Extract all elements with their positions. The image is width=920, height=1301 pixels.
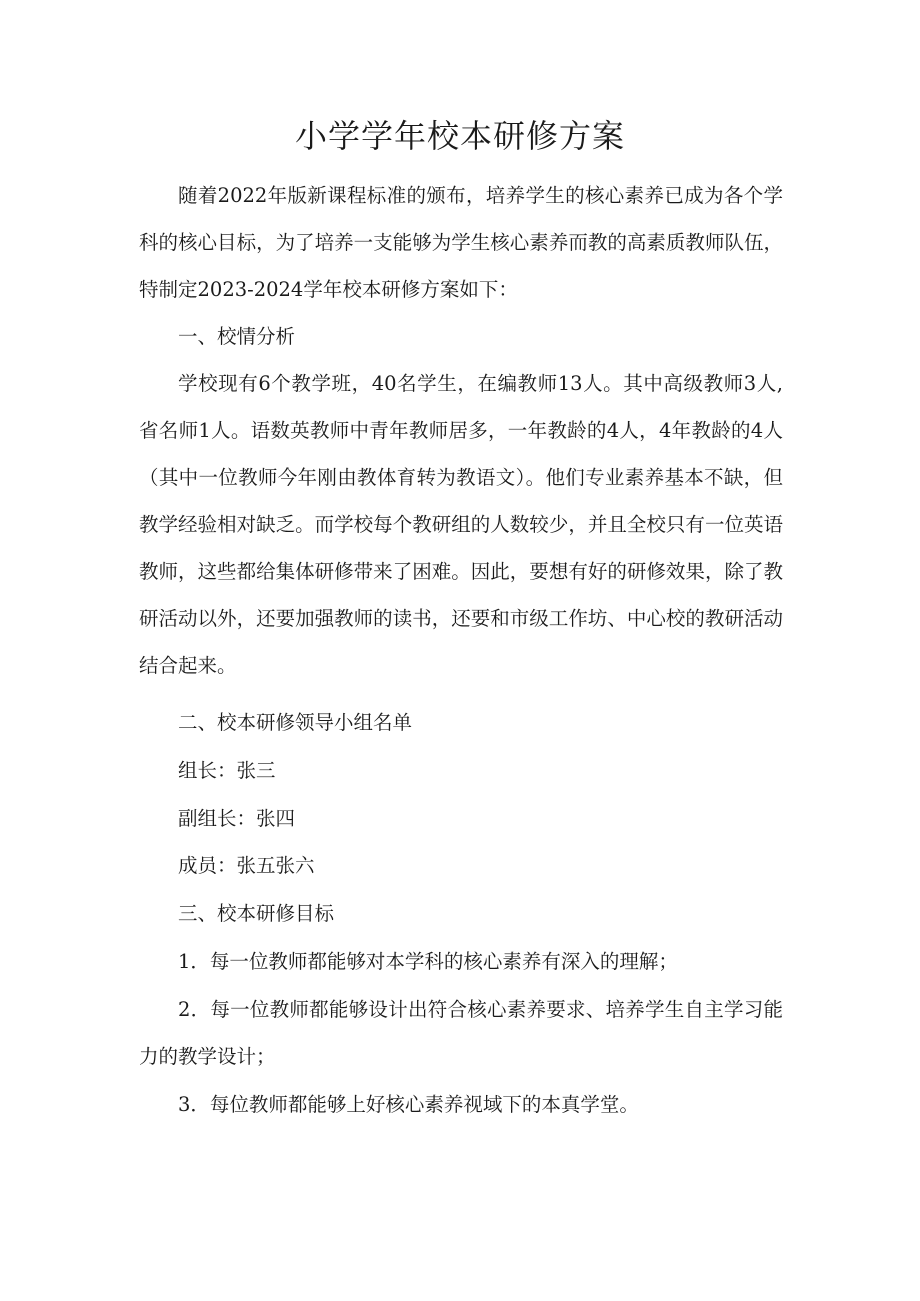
section-heading-leadership: 二、校本研修领导小组名单 — [178, 711, 413, 734]
section-heading-situation: 一、校情分析 — [178, 325, 296, 348]
section-heading-goals: 三、校本研修目标 — [178, 902, 335, 925]
document-title: 小学学年校本研修方案 — [294, 117, 625, 155]
deputy-leader-line: 副组长：张四 — [178, 807, 296, 830]
leader-line: 组长：张三 — [178, 759, 276, 782]
goal-item: 1．每一位教师都能够对本学科的核心素养有深入的理解； — [178, 950, 678, 973]
members-line: 成员：张五张六 — [178, 854, 315, 877]
intro-paragraph: 随着2022年版新课程标准的颁布，培养学生的核心素养已成为各个学科的核心目标，为了培养一支能够为学生核心素养而教的高素质教师队伍，特制定2023-2024学年校本研修方案如下： — [139, 184, 783, 301]
situation-paragraph: 学校现有6个教学班，40名学生，在编教师13人。其中高级教师3人,省名师1人。语数英教师中青年教师居多，一年教龄的4人，4年教龄的4人（其中一位教师今年刚由教体育转为教语文）。他们专业素养基本不缺，但教学经验相对缺乏。而学校每个教研组的人数较少，并且全校只有一位英语教师，这些都给集体研修带来了困难。因此，要想有好的研修效果，除了教研活动以外，还要加强教师的读书，还要和市级工作坊、中心校的教研活动结合起来。 — [139, 372, 783, 677]
goal-item: 2．每一位教师都能够设计出符合核心素养要求、培养学生自主学习能力的教学设计； — [139, 998, 783, 1068]
goal-item: 3．每位教师都能够上好核心素养视域下的本真学堂。 — [178, 1093, 639, 1116]
